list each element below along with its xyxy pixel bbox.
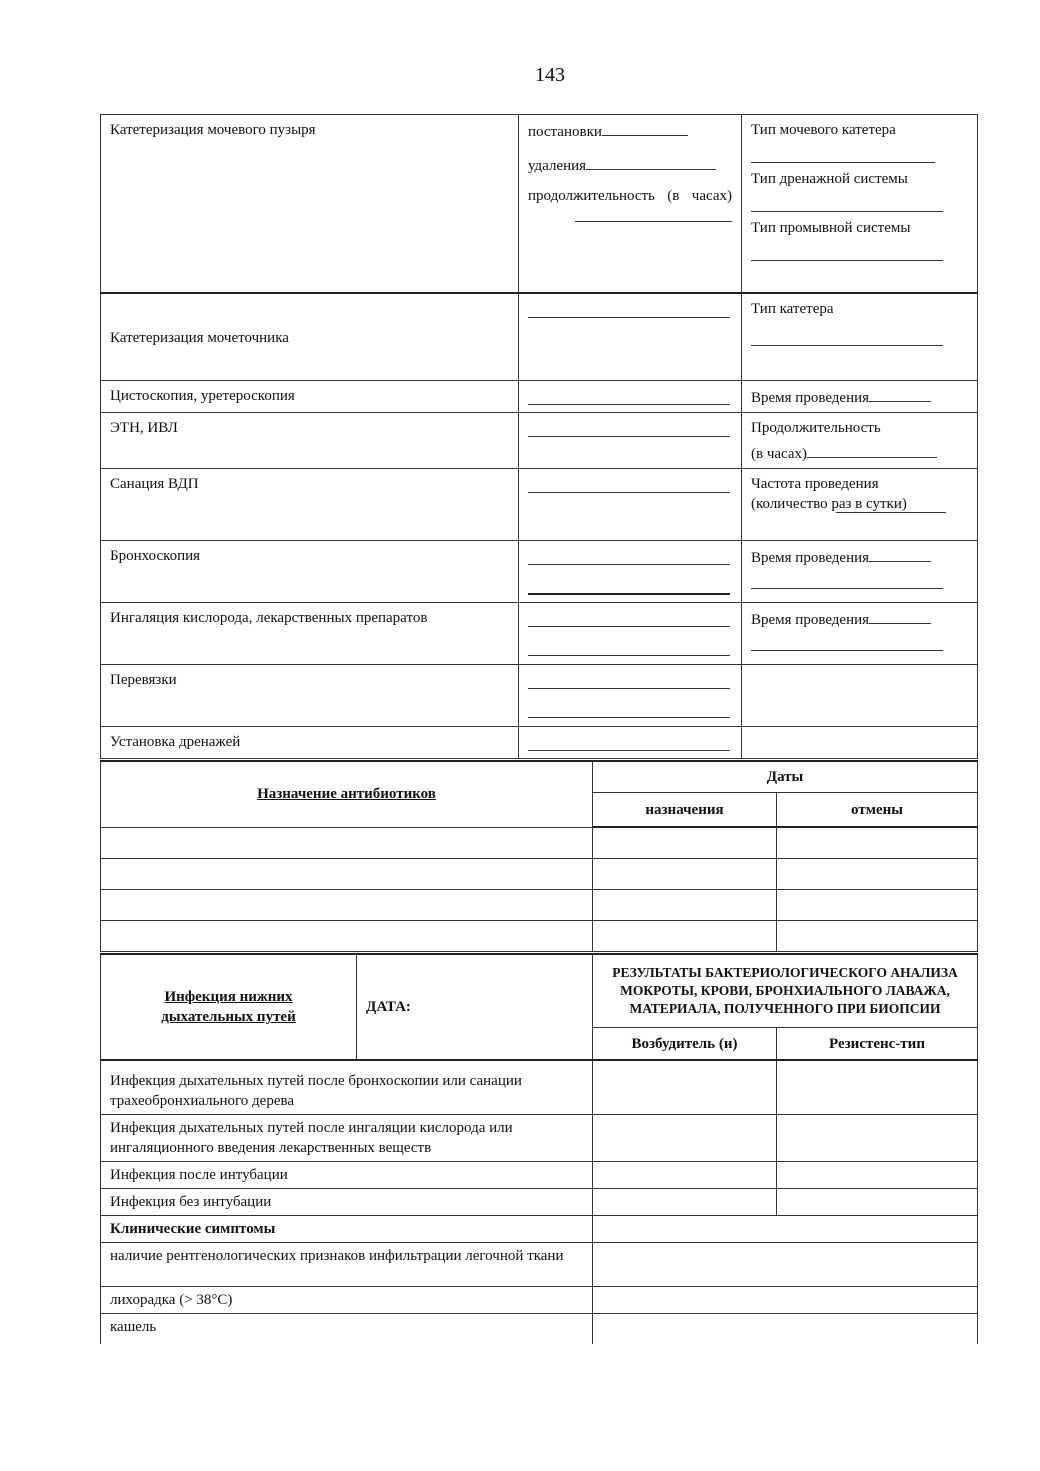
bronchoscopy-date (519, 541, 742, 603)
antibiotic-row (101, 890, 978, 921)
row-cystoscopy (101, 381, 978, 413)
lri-title: Инфекция нижних дыхательных путей (161, 989, 296, 1025)
ureter-catheter-type-label: Тип катетера (751, 300, 834, 317)
symptom-value-cell[interactable] (593, 1243, 978, 1287)
pathogen-cell[interactable] (593, 1060, 777, 1115)
antibiotic-row (101, 827, 978, 859)
resistance-cell[interactable] (777, 1060, 978, 1115)
insertion-blank[interactable] (602, 120, 688, 136)
row-suction (101, 469, 978, 541)
row-inhalation (101, 603, 978, 665)
ureter-catheter-type (742, 293, 978, 381)
cystoscopy-label: Цистоскопия, уретероскопия (101, 381, 519, 413)
bladder-catheter-types (742, 115, 978, 293)
bronchoscopy-time-blank-2[interactable] (751, 570, 943, 589)
antibiotic-assigned-cell[interactable] (593, 827, 777, 859)
antibiotic-cancelled-cell[interactable] (777, 890, 978, 921)
symptoms-value-cell[interactable] (593, 1216, 978, 1243)
inhalation-date (519, 603, 742, 665)
antibiotic-cancelled-cell[interactable] (777, 921, 978, 952)
antibiotic-name-cell[interactable] (101, 827, 593, 859)
ventilation-duration-label: Продолжительность (751, 420, 881, 436)
ventilation-date (519, 413, 742, 469)
drainage-date (519, 727, 742, 759)
bronchoscopy-label: Бронхоскопия (101, 541, 519, 603)
lri-table (100, 953, 978, 1344)
inhalation-time-blank-2[interactable] (751, 632, 943, 651)
drainage-type-label: Тип дренажной системы (751, 171, 908, 187)
pathogen-cell[interactable] (593, 1162, 777, 1189)
lri-row-label: Инфекция дыхательных путей после бронхоскопии или санации трахеобронхиального дерева (101, 1060, 593, 1115)
symptom-label: наличие рентгенологических признаков инфильтрации легочной ткани (101, 1243, 593, 1287)
antibiotic-assigned-cell[interactable] (593, 921, 777, 952)
results-title: РЕЗУЛЬТАТЫ БАКТЕРИОЛОГИЧЕСКОГО АНАЛИЗА МОКРОТЫ, КРОВИ, БРОНХИАЛЬНОГО ЛАВАЖА, МАТЕРИАЛА, ПОЛУЧЕННОГО ПРИ БИОПСИИ (593, 954, 978, 1028)
lri-row (101, 1060, 978, 1115)
irrigation-type-blank[interactable] (751, 242, 943, 261)
suction-frequency (742, 469, 978, 541)
suction-label: Санация ВДП (101, 469, 519, 541)
resistance-header: Резистенс-тип (777, 1028, 978, 1060)
bladder-catheter-label: Катетеризация мочевого пузыря (101, 115, 519, 293)
ventilation-label: ЭТН, ИВЛ (101, 413, 519, 469)
bronchoscopy-time-blank[interactable] (869, 546, 931, 562)
symptom-value-cell[interactable] (593, 1314, 978, 1344)
removal-blank[interactable] (586, 154, 716, 170)
bronchoscopy-date-blank-1[interactable] (528, 546, 730, 565)
symptom-row (101, 1243, 978, 1287)
antibiotic-name-cell[interactable] (101, 859, 593, 890)
ventilation-date-blank[interactable] (528, 418, 730, 437)
lri-row (101, 1162, 978, 1189)
dressings-date (519, 665, 742, 727)
suction-frequency-label: Частота проведения (количество раз в сутки) (751, 476, 907, 512)
symptoms-header-row (101, 1216, 978, 1243)
symptom-value-cell[interactable] (593, 1287, 978, 1314)
dressings-date-blank-2[interactable] (528, 699, 730, 718)
ureter-catheter-date (519, 293, 742, 381)
row-dressings (101, 665, 978, 727)
dressings-extra (742, 665, 978, 727)
inhalation-date-blank-2[interactable] (528, 637, 730, 656)
symptoms-title: Клинические симптомы (101, 1216, 593, 1243)
duration-blank[interactable] (575, 206, 732, 222)
drainage-date-blank[interactable] (528, 732, 730, 751)
ventilation-duration (742, 413, 978, 469)
row-bronchoscopy (101, 541, 978, 603)
pathogen-cell[interactable] (593, 1115, 777, 1162)
bronchoscopy-time (742, 541, 978, 603)
lri-row-label: Инфекция после интубации (101, 1162, 593, 1189)
ureter-date-blank[interactable] (528, 299, 730, 318)
lri-row-label: Инфекция дыхательных путей после ингаляции кислорода или ингаляционного введения лекарственных веществ (101, 1115, 593, 1162)
lri-row (101, 1189, 978, 1216)
row-ureter-catheter (101, 293, 978, 381)
antibiotics-title-cell (101, 761, 593, 827)
dressings-label: Перевязки (101, 665, 519, 727)
antibiotic-assigned-cell[interactable] (593, 859, 777, 890)
ureter-catheter-label: Катетеризация мочеточника (101, 293, 519, 381)
inhalation-time-label: Время проведения (751, 612, 870, 628)
catheter-type-label: Тип мочевого катетера (751, 122, 896, 138)
antibiotic-name-cell[interactable] (101, 890, 593, 921)
antibiotic-row (101, 921, 978, 952)
inhalation-date-blank-1[interactable] (528, 608, 730, 627)
pathogen-header: Возбудитель (и) (593, 1028, 777, 1060)
ventilation-duration-blank[interactable] (807, 442, 937, 458)
row-ventilation (101, 413, 978, 469)
inhalation-time (742, 603, 978, 665)
page-number: 143 (535, 64, 565, 86)
pathogen-cell[interactable] (593, 1189, 777, 1216)
cystoscopy-date (519, 381, 742, 413)
duration-label: продолжительность (в часах) (528, 188, 732, 204)
antibiotic-assigned-cell[interactable] (593, 890, 777, 921)
antibiotic-row (101, 859, 978, 890)
resistance-cell[interactable] (777, 1189, 978, 1216)
suction-date (519, 469, 742, 541)
antibiotic-cancelled-cell[interactable] (777, 827, 978, 859)
row-drainage (101, 727, 978, 759)
symptom-label: лихорадка (> 38°C) (101, 1287, 593, 1314)
cystoscopy-time-label: Время проведения (751, 390, 870, 406)
bladder-catheter-dates (519, 115, 742, 293)
assigned-header: назначения (593, 793, 777, 828)
dates-header: Даты (593, 761, 978, 793)
bronchoscopy-time-label: Время проведения (751, 550, 870, 566)
symptom-row (101, 1314, 978, 1344)
symptom-row (101, 1287, 978, 1314)
cystoscopy-time (742, 381, 978, 413)
resistance-cell[interactable] (777, 1115, 978, 1162)
cancelled-header: отмены (777, 793, 978, 828)
resistance-cell[interactable] (777, 1162, 978, 1189)
cystoscopy-time-blank[interactable] (869, 386, 931, 402)
procedures-table (100, 114, 978, 759)
irrigation-type-label: Тип промывной системы (751, 220, 911, 236)
antibiotic-name-cell[interactable] (101, 921, 593, 952)
catheter-type-blank[interactable] (751, 144, 935, 163)
drainage-type-blank[interactable] (751, 193, 943, 212)
lri-row-label: Инфекция без интубации (101, 1189, 593, 1216)
drainage-extra (742, 727, 978, 759)
lri-row (101, 1115, 978, 1162)
cystoscopy-date-blank[interactable] (528, 386, 730, 405)
antibiotics-title: Назначение антибиотиков (257, 786, 436, 803)
drainage-label: Установка дренажей (101, 727, 519, 759)
ventilation-duration-unit: (в часах) (751, 446, 808, 462)
row-bladder-catheter (101, 115, 978, 293)
removal-label: удаления (528, 158, 587, 174)
suction-date-blank[interactable] (528, 474, 730, 493)
ureter-catheter-type-blank[interactable] (751, 327, 943, 346)
lri-date-cell (357, 954, 593, 1060)
lri-date-label: ДАТА: (366, 999, 411, 1015)
lri-title-cell (101, 954, 357, 1060)
inhalation-time-blank[interactable] (869, 608, 931, 624)
insertion-label: постановки (528, 124, 602, 140)
symptom-label: кашель (101, 1314, 593, 1344)
antibiotics-table (100, 760, 978, 952)
inhalation-label: Ингаляция кислорода, лекарственных препаратов (101, 603, 519, 665)
antibiotic-cancelled-cell[interactable] (777, 859, 978, 890)
bronchoscopy-date-blank-2[interactable] (528, 575, 730, 595)
dressings-date-blank-1[interactable] (528, 670, 730, 689)
